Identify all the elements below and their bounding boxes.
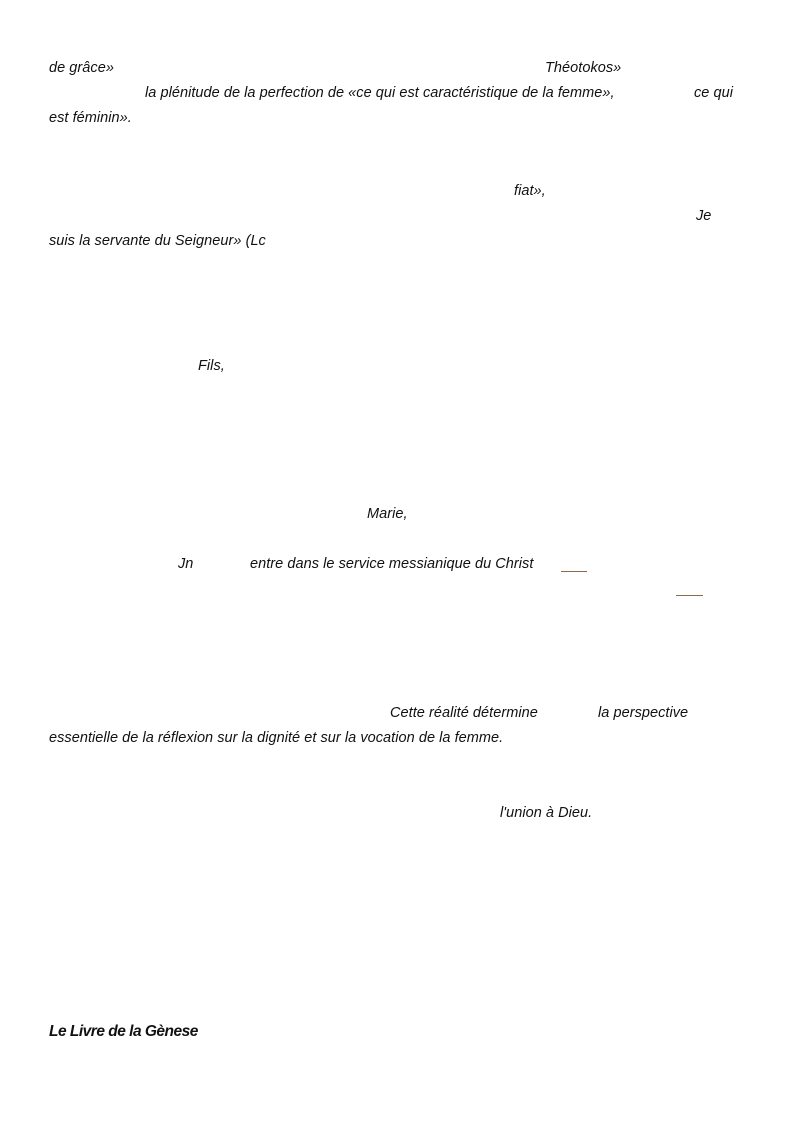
- underline-mark: [676, 595, 703, 596]
- text-fragment-de-grace: de grâce»: [49, 60, 114, 76]
- text-fragment-ce-qui: ce qui: [694, 85, 733, 101]
- text-fragment-est-feminin: est féminin».: [49, 110, 132, 126]
- text-fragment-theotokos: Théotokos»: [545, 60, 622, 76]
- text-fragment-marie: Marie,: [367, 506, 408, 522]
- text-fragment-je: Je: [696, 208, 712, 224]
- text-fragment-la-perspective: la perspective: [598, 705, 689, 721]
- text-fragment-jn: Jn: [178, 556, 194, 572]
- underline-mark: [561, 571, 587, 572]
- text-fragment-fiat: fiat»,: [514, 183, 546, 199]
- text-fragment-union-a-dieu: l'union à Dieu.: [500, 805, 593, 821]
- section-heading: Le Livre de la Gènese: [49, 1023, 198, 1040]
- text-fragment-fils: Fils,: [198, 358, 225, 374]
- text-fragment-servante: suis la servante du Seigneur» (Lc: [49, 233, 266, 249]
- text-fragment-cette-realite: Cette réalité détermine: [390, 705, 538, 721]
- text-fragment-service-messianique: entre dans le service messianique du Christ: [250, 556, 534, 572]
- text-fragment-essentielle: essentielle de la réflexion sur la dignité et sur la vocation de la femme.: [49, 730, 504, 746]
- text-fragment-plenitude: la plénitude de la perfection de «ce qui est caractéristique de la femme»,: [145, 85, 615, 101]
